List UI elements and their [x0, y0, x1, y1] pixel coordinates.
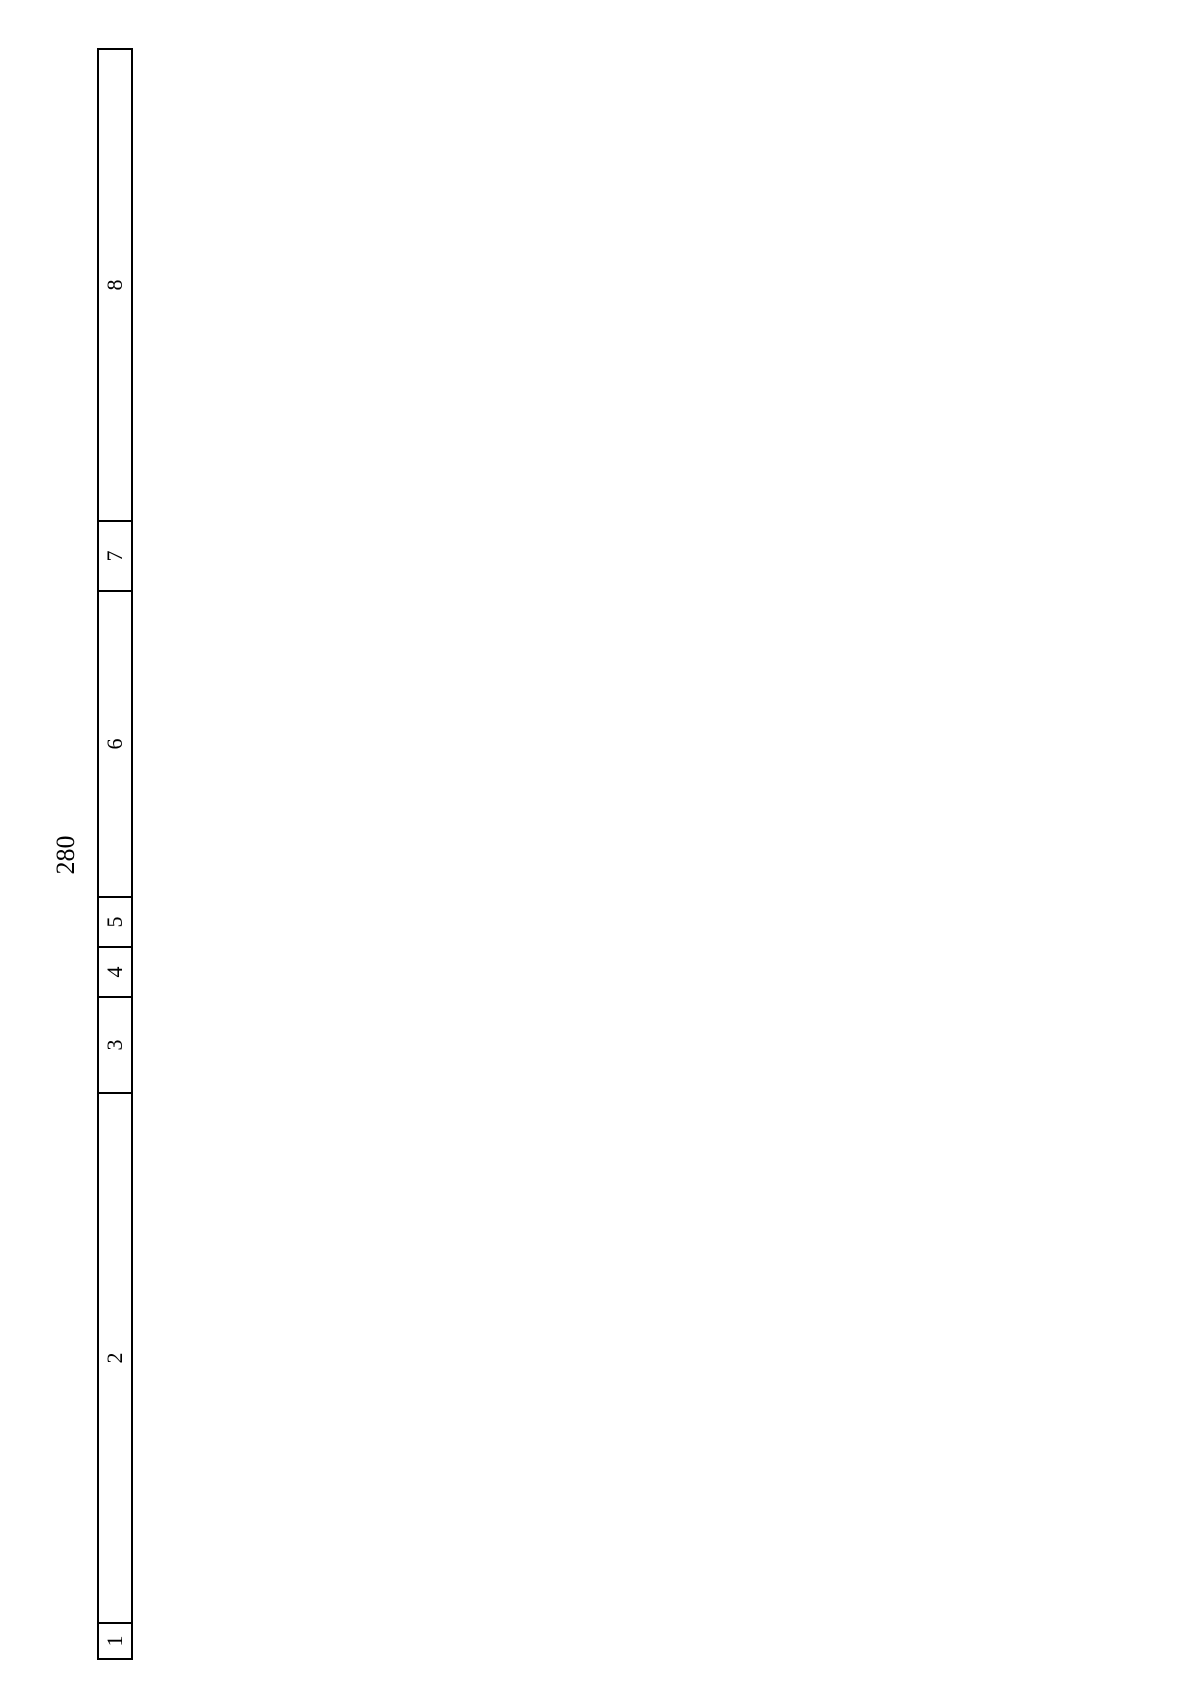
header-col-1: 1 [98, 1623, 132, 1659]
header-col-8: 8 [98, 49, 132, 521]
rotated-content [45, 50, 1103, 1660]
header-col-5: 5 [98, 897, 132, 947]
header-col-3: 3 [98, 997, 132, 1093]
header-col-4: 4 [98, 947, 132, 997]
header-col-2: 2 [98, 1093, 132, 1623]
header-col-7: 7 [98, 521, 132, 591]
column-header-row [98, 49, 132, 1659]
page-number: 280 [51, 835, 80, 875]
budget-table [97, 48, 133, 1660]
header-col-6: 6 [98, 591, 132, 897]
